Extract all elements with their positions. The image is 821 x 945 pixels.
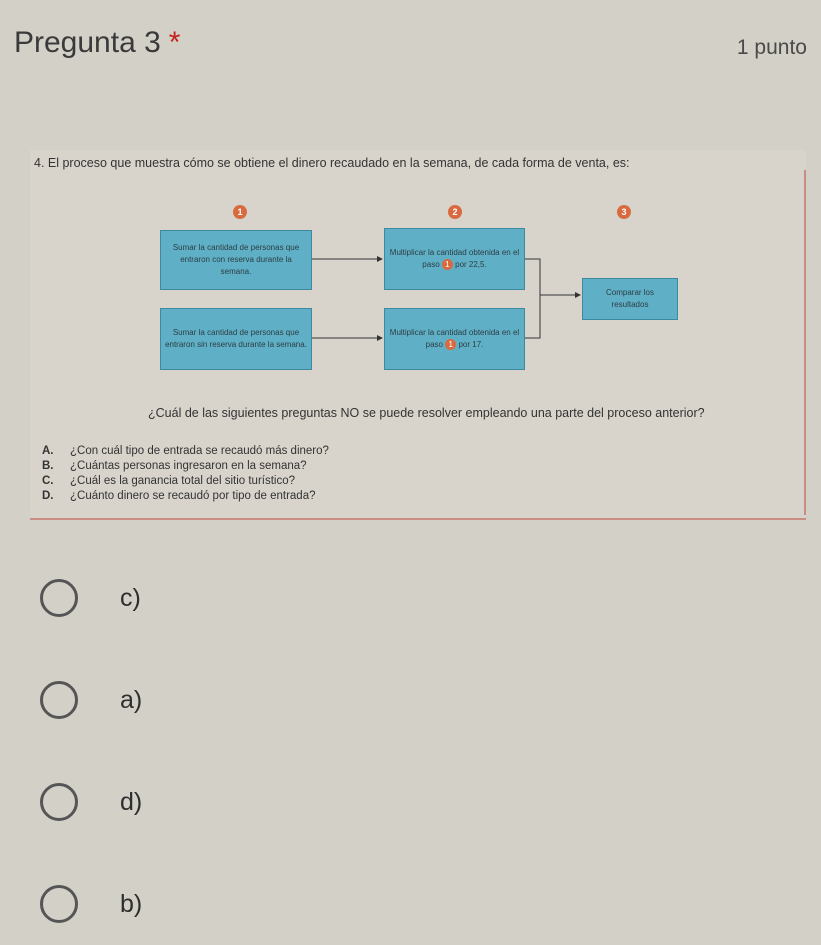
flow-box-compare-results <box>582 278 678 320</box>
step-ref-badge: 1 <box>445 339 456 350</box>
option-d <box>42 489 329 504</box>
flow-box-text-part: por 17. <box>458 340 484 349</box>
flow-box-text <box>389 247 520 271</box>
flow-box-text: Comparar los resultados <box>605 288 654 309</box>
question-header <box>14 18 807 68</box>
flow-box-with-reservation-sum <box>160 230 312 290</box>
choice-label[interactable]: d) <box>120 787 143 816</box>
radio-button[interactable] <box>40 885 78 923</box>
choice-c[interactable] <box>40 573 340 623</box>
flow-box-text-part: Multiplicar la cantidad obtenida en el paso <box>389 328 520 349</box>
sub-question: ¿Cuál de las siguientes preguntas NO se puede resolver empleando una parte del proceso anterior? <box>148 406 705 420</box>
option-letter: B. <box>42 460 54 472</box>
option-a <box>42 444 329 459</box>
choice-d[interactable] <box>40 777 340 827</box>
step-ref-badge: 1 <box>442 259 453 270</box>
radio-button[interactable] <box>40 783 78 821</box>
option-text: ¿Con cuál tipo de entrada se recaudó más dinero? <box>70 445 329 457</box>
flow-box-text-part: por 22,5. <box>455 260 487 269</box>
step-number-1: 1 <box>233 205 247 219</box>
radio-button[interactable] <box>40 579 78 617</box>
option-text: ¿Cuál es la ganancia total del sitio turístico? <box>70 475 296 487</box>
choice-a[interactable] <box>40 675 340 725</box>
option-text: ¿Cuántas personas ingresaron en la semana? <box>70 460 307 472</box>
step-number-2: 2 <box>448 205 462 219</box>
choice-label[interactable]: c) <box>120 583 141 612</box>
option-c <box>42 474 329 489</box>
option-b <box>42 459 329 474</box>
option-letter: D. <box>42 490 54 502</box>
radio-button[interactable] <box>40 681 78 719</box>
flow-box-text-part: Multiplicar la cantidad obtenida en el paso <box>389 248 520 269</box>
question-title <box>14 26 180 60</box>
flow-box-text: Sumar la cantidad de personas que entraron sin reserva durante la semana. <box>165 328 307 349</box>
choice-label[interactable]: b) <box>120 889 143 918</box>
step-number-3: 3 <box>617 205 631 219</box>
flow-box-without-reservation-sum <box>160 308 312 370</box>
flow-box-without-reservation-multiply <box>384 308 525 370</box>
choice-b[interactable] <box>40 879 340 929</box>
choice-label[interactable]: a) <box>120 685 143 714</box>
option-text: ¿Cuánto dinero se recaudó por tipo de entrada? <box>70 490 316 502</box>
flow-box-text <box>389 327 520 351</box>
question-points: 1 punto <box>736 36 807 59</box>
option-letter: C. <box>42 475 54 487</box>
flow-box-text: Sumar la cantidad de personas que entraron con reserva durante la semana. <box>172 243 300 276</box>
question-image <box>30 150 806 520</box>
flow-box-with-reservation-multiply <box>384 228 525 290</box>
question-title-text: Pregunta 3 <box>14 26 161 59</box>
question-stem: 4. El proceso que muestra cómo se obtiene el dinero recaudado en la semana, de cada forma de venta, es: <box>34 156 630 170</box>
option-letter: A. <box>42 445 54 457</box>
answer-options-list <box>42 444 329 504</box>
required-asterisk: * <box>168 26 181 59</box>
